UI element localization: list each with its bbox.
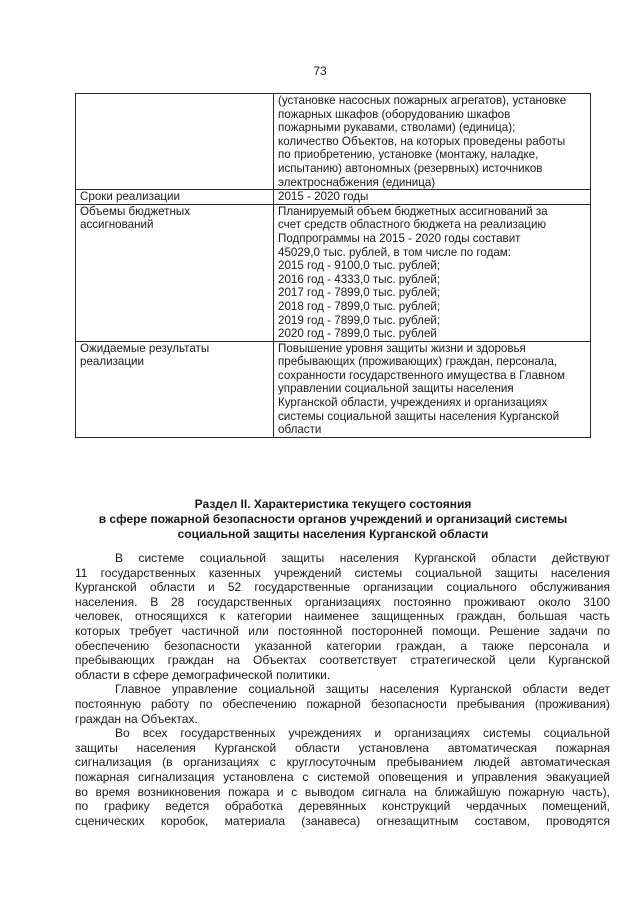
cell-line: реализации <box>80 355 144 369</box>
text-line: которых требует частичной или постоянной посторонней помощи. Решение задачи по <box>75 623 610 638</box>
funding-value <box>274 204 591 341</box>
text-line: обеспечению безопасности указанной категории граждан, а также персонала и <box>75 638 610 653</box>
cell-line: Курганской области, учреждениях и организациях <box>278 396 548 410</box>
cell-line: Ожидаемые результаты <box>80 341 210 355</box>
results-value <box>274 341 591 437</box>
terms-value <box>274 190 591 205</box>
text-line: во время возникновения пожара и с выводом сигнала на ближайшую пожарную часть), <box>75 784 610 799</box>
paragraph <box>75 682 610 726</box>
heading-line: Раздел II. Характеристика текущего состояния <box>194 497 472 511</box>
cell-line: по приобретению, установке (монтажу, наладке, <box>278 148 539 162</box>
table-row <box>76 190 591 205</box>
table-row <box>76 94 591 190</box>
cell-line: 2016 год - 4333,0 тыс. рублей; <box>278 272 441 286</box>
text-line: защиты населения Курганской области установлена автоматическая пожарная <box>75 740 610 755</box>
text-line: 11 государственных казенных учреждений системы социальной защиты населения <box>75 565 610 580</box>
cell-line: пожарных шкафов (оборудованию шкафов <box>278 107 511 121</box>
text-line: населения. В 28 государственных организациях постоянно проживают около 3100 <box>75 594 610 609</box>
cell-line: количество Объектов, на которых проведены работы <box>278 134 566 148</box>
cell-line: 2020 год - 7899,0 тыс. рублей <box>278 327 437 341</box>
cell-line: 2019 год - 7899,0 тыс. рублей; <box>278 313 441 327</box>
text-line: сигнализация (в организациях с круглосуточным пребыванием людей автоматическая <box>75 755 610 770</box>
heading-line: в сфере пожарной безопасности органов учреждений и организаций системы <box>98 512 568 526</box>
cell-line: системы социальной защиты населения Курганской <box>278 409 560 423</box>
cell-line: счет средств областного бюджета на реализацию <box>278 218 547 232</box>
cell-line: испытанию) автономных (резервных) источников <box>278 161 543 175</box>
paragraph <box>75 551 610 682</box>
cell-line: Объемы бюджетных <box>80 204 190 218</box>
text-line: области в сфере демографической политики. <box>75 667 331 682</box>
table-row <box>76 341 591 437</box>
text-line: граждан на Объектах. <box>75 711 198 726</box>
cell-line: Повышение уровня защиты жизни и здоровья <box>278 341 526 355</box>
cell-line: управлении социальной защиты населения <box>278 382 514 396</box>
table-cell-empty <box>76 94 274 190</box>
cell-line: области <box>278 423 322 437</box>
terms-label <box>76 190 274 205</box>
table-row <box>76 204 591 341</box>
results-label <box>76 341 274 437</box>
text-line: Главное управление социальной защиты населения Курганской области ведет <box>115 682 610 697</box>
cell-line: 2015 - 2020 годы <box>278 190 369 204</box>
cell-line: электроснабжения (единица) <box>278 175 436 189</box>
cell-line: 2017 год - 7899,0 тыс. рублей; <box>278 286 441 300</box>
text-line: сценических коробок, материала (занавеса) огнезащитным составом, проводятся <box>75 813 610 828</box>
cell-line: 2018 год - 7899,0 тыс. рублей; <box>278 299 441 313</box>
heading-line: социальной защиты населения Курганской области <box>177 527 489 541</box>
cell-line: пожарными рукавами, стволами) (единица); <box>278 121 516 135</box>
cell-line: 2015 год - 9100,0 тыс. рублей; <box>278 259 441 273</box>
table-cell-continuation <box>274 94 591 190</box>
cell-line: пребывающих (проживающих) граждан, персонала, <box>278 355 558 369</box>
cell-line: Планируемый объем бюджетных ассигнований за <box>278 204 548 218</box>
body-text <box>75 551 610 828</box>
text-line: человек, относящихся к категории наименее защищенных граждан, большая часть <box>75 609 610 624</box>
paragraph <box>75 726 610 828</box>
page-number: 73 <box>313 64 327 78</box>
text-line: по графику ведется обработка деревянных конструкций чердачных помещений, <box>75 799 610 814</box>
text-line: Во всех государственных учреждениях и организациях системы социальной <box>115 726 610 741</box>
cell-line: Подпрограммы на 2015 - 2020 годы составит <box>278 231 521 245</box>
cell-line: ассигнований <box>80 218 154 232</box>
cell-line: (установке насосных пожарных агрегатов), установке <box>278 94 567 107</box>
text-line: пребывающих граждан на Объектах соответствует стратегической цели Курганской <box>75 653 610 668</box>
text-line: постоянную работу по обеспечению пожарной безопасности пребывания (проживания) <box>75 696 610 711</box>
funding-label <box>76 204 274 341</box>
section-heading <box>70 497 596 542</box>
text-line: Курганской области и 52 государственные организации социального обслуживания <box>75 580 610 595</box>
subprogram-passport-table <box>75 93 591 438</box>
text-line: пожарная сигнализация установлена с системой оповещения и управления эвакуацией <box>75 769 610 784</box>
cell-line: 45029,0 тыс. рублей, в том числе по годам: <box>278 245 511 259</box>
cell-line: Сроки реализации <box>80 190 180 204</box>
cell-line: сохранности государственного имущества в Главном <box>278 368 566 382</box>
text-line: В системе социальной защиты населения Курганской области действуют <box>115 551 610 565</box>
